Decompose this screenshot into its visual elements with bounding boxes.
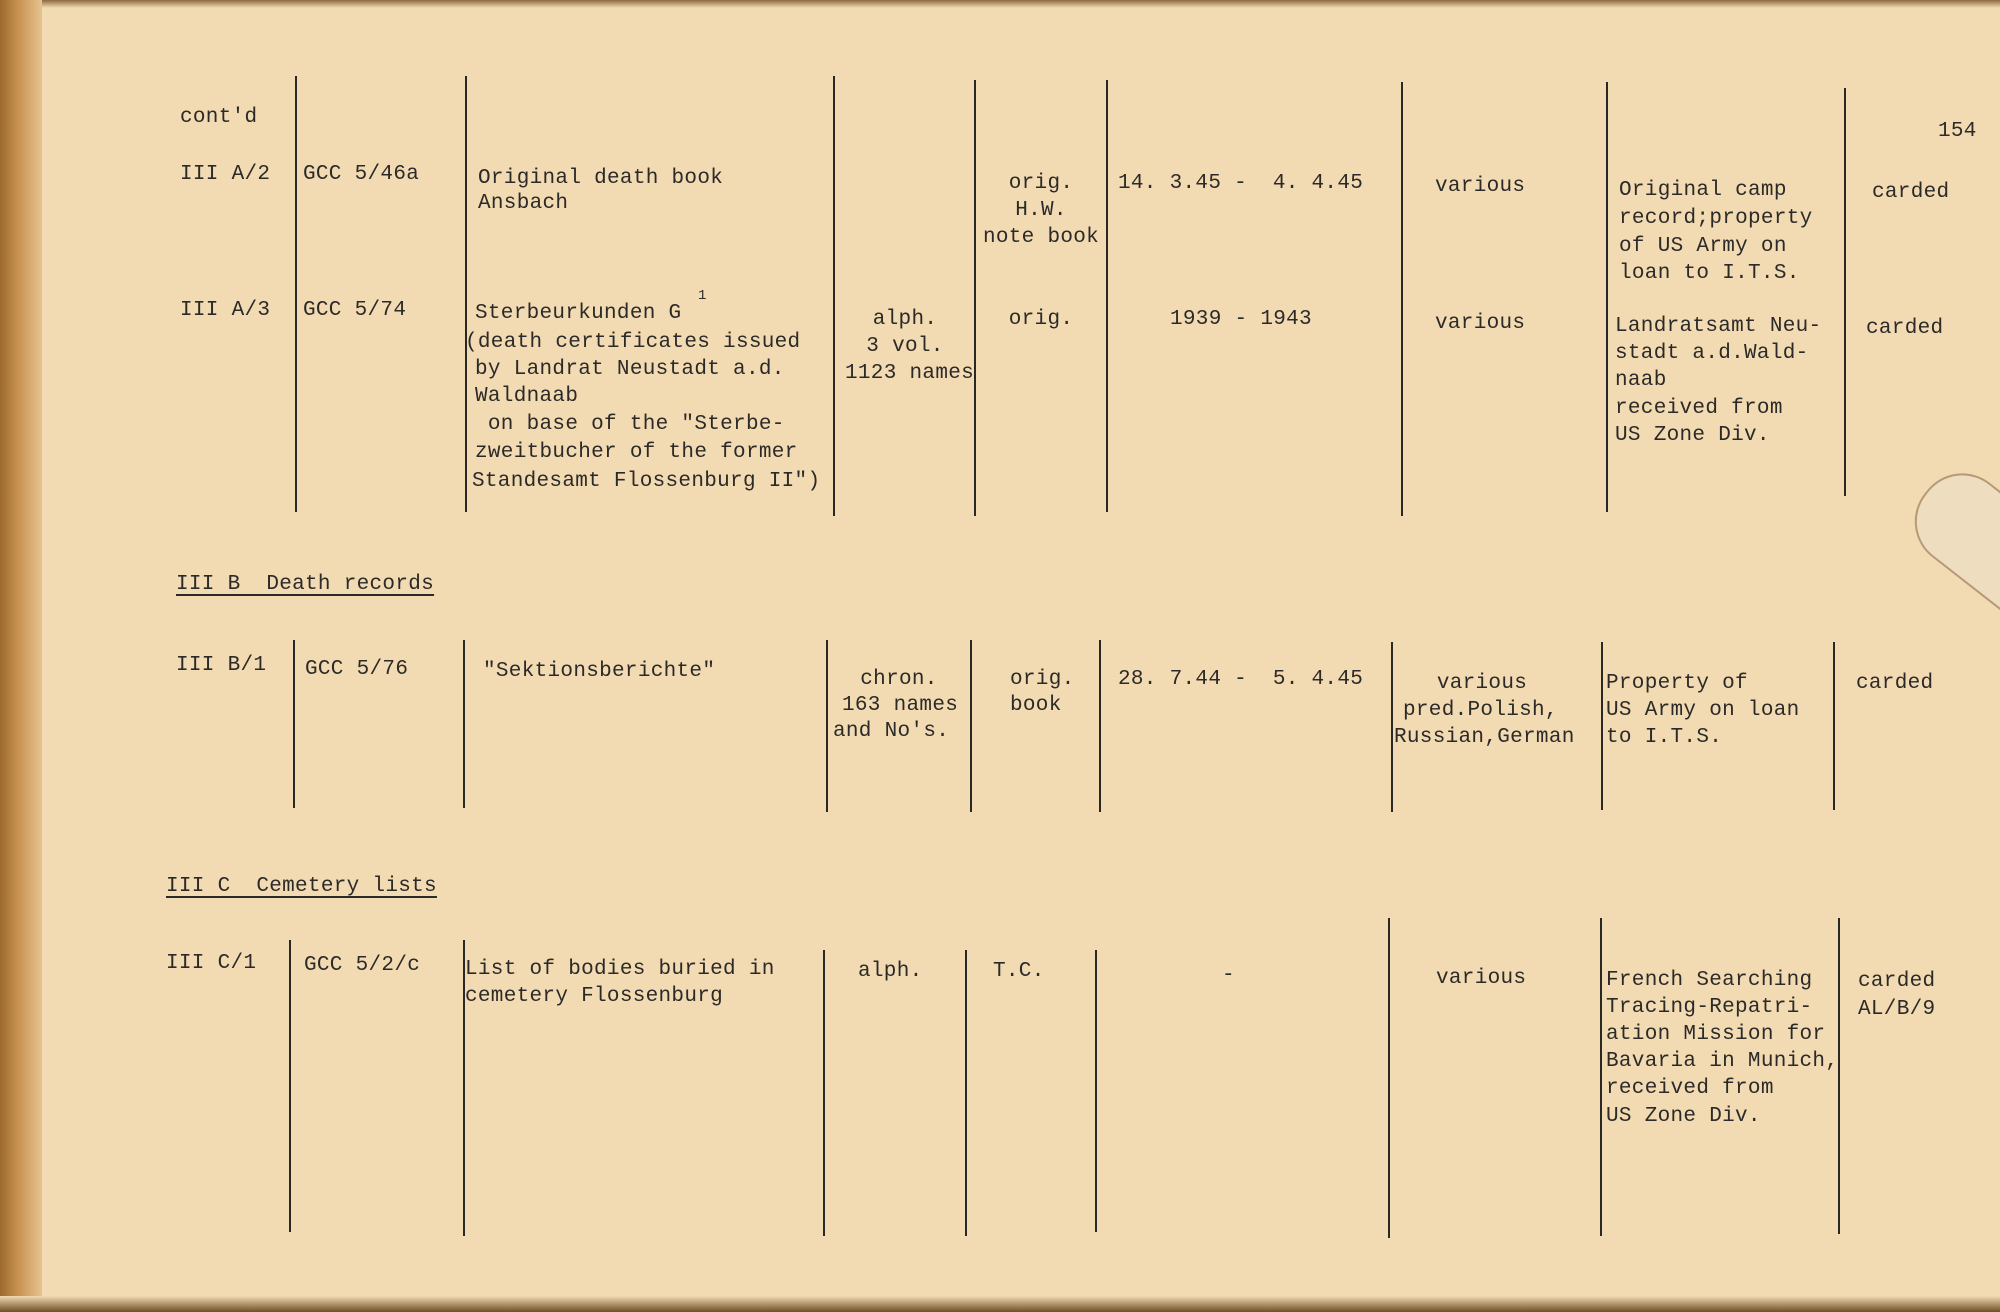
entry-remarks-line: Original camp [1619,179,1787,202]
column-rule [965,950,967,1236]
column-rule [1838,918,1840,1234]
entry-remarks-line: to I.T.S. [1606,726,1723,749]
entry-code: III C/1 [166,952,257,975]
column-rule [293,640,295,808]
entry-status-line: carded [1872,181,1950,204]
entry-code: III A/2 [180,163,271,186]
page-bottom-edge [0,1296,2000,1312]
entry-status-line: AL/B/9 [1858,998,1936,1021]
entry-remarks-line: of US Army on [1619,235,1787,258]
entry-description-line: on base of the "Sterbe- [475,413,785,436]
contd-label: cont'd [180,106,258,129]
entry-type-line: T.C. [993,960,1045,983]
column-rule [295,76,297,512]
entry-language-line: pred.Polish, [1403,699,1558,722]
column-rule [974,80,976,516]
entry-language-line: various [1436,672,1528,695]
column-rule [970,640,972,812]
column-rule [1095,950,1097,1232]
footnote-mark: 1 [698,288,707,304]
entry-type-line: note book [982,226,1100,249]
entry-remarks-line: loan to I.T.S. [1619,262,1800,285]
entry-remarks-line: ation Mission for [1606,1023,1826,1046]
entry-remarks-line: US Army on loan [1606,699,1800,722]
entry-description-line: Waldnaab [475,385,579,408]
entry-arrangement-line: alph. [872,308,938,331]
entry-arrangement-line: and No's. [833,720,950,743]
entry-type-line: orig. [1008,308,1074,331]
column-rule [1099,640,1101,812]
entry-status-line: carded [1856,672,1934,695]
column-rule [833,76,835,516]
entry-type-line: H.W. [1015,199,1067,222]
page-number: 154 [1938,120,1977,143]
entry-reference: GCC 5/74 [303,299,407,322]
entry-language-line: various [1435,312,1526,335]
column-rule [823,950,825,1236]
entry-status-line: carded [1866,317,1944,340]
entry-language-line: various [1435,175,1526,198]
entry-description-line: by Landrat Neustadt a.d. [475,358,785,381]
column-rule [463,640,465,808]
entry-arrangement-line: 3 vol. [866,335,944,358]
column-rule [289,940,291,1232]
entry-reference: GCC 5/76 [305,658,409,681]
entry-remarks-line: record;property [1619,207,1813,230]
book-binding [0,0,42,1312]
entry-remarks-line: stadt a.d.Wald- [1615,342,1809,365]
entry-type-line: book [1010,694,1062,717]
entry-dates: 1939 - 1943 [1170,308,1312,331]
entry-description-line: (death certificates issued [465,331,801,354]
entry-reference: GCC 5/46a [303,163,420,186]
entry-remarks-line: Bavaria in Munich, [1606,1050,1839,1073]
column-rule [1401,82,1403,516]
entry-description-line: Original death book [478,167,724,190]
entry-remarks-line: received from [1615,397,1783,420]
entry-remarks-line: Property of [1606,672,1748,695]
entry-remarks-line: US Zone Div. [1615,424,1770,447]
column-rule [1601,642,1603,810]
entry-description-line: cemetery Flossenburg [465,985,724,1008]
entry-dates: - [1222,964,1235,987]
entry-description-line: List of bodies buried in [465,958,775,981]
column-rule [1606,82,1608,512]
entry-dates: 28. 7.44 - 5. 4.45 [1118,668,1364,691]
entry-remarks-line: Landratsamt Neu- [1615,315,1822,338]
column-rule [1844,88,1846,496]
entry-arrangement-line: 1123 names [845,362,975,385]
entry-remarks-line: US Zone Div. [1606,1105,1761,1128]
entry-dates: 14. 3.45 - 4. 4.45 [1118,172,1364,195]
entry-description-line: Standesamt Flossenburg II") [472,470,821,493]
entry-language-line: Russian,German [1394,726,1575,749]
column-rule [1833,642,1835,810]
entry-type-line: orig. [1010,668,1075,691]
entry-description-line: Ansbach [478,192,569,215]
entry-remarks-line: Tracing-Repatri- [1606,996,1813,1019]
section-heading-cemetery-lists: III C Cemetery lists [166,875,437,898]
column-rule [1391,642,1393,812]
entry-description-line: "Sektionsberichte" [483,660,716,683]
column-rule [1106,80,1108,512]
entry-description-line: Sterbeurkunden G [475,302,682,325]
entry-status-line: carded [1858,970,1936,993]
entry-code: III A/3 [180,299,271,322]
paper-clip [1897,455,2000,649]
entry-reference: GCC 5/2/c [304,954,421,977]
column-rule [465,76,467,512]
entry-language-line: various [1436,967,1527,990]
section-heading-death-records: III B Death records [176,573,435,596]
entry-remarks-line: naab [1615,369,1667,392]
entry-arrangement-line: 163 names [842,694,959,717]
entry-description-line: zweitbucher of the former [475,441,798,464]
entry-code: III B/1 [176,654,267,677]
entry-remarks-line: French Searching [1606,969,1813,992]
entry-arrangement-line: alph. [858,960,923,983]
column-rule [1600,918,1602,1236]
entry-remarks-line: received from [1606,1077,1774,1100]
column-rule [1388,918,1390,1238]
entry-type-line: orig. [1008,172,1074,195]
entry-arrangement-line: chron. [860,668,938,691]
page-top-edge [0,0,2000,8]
